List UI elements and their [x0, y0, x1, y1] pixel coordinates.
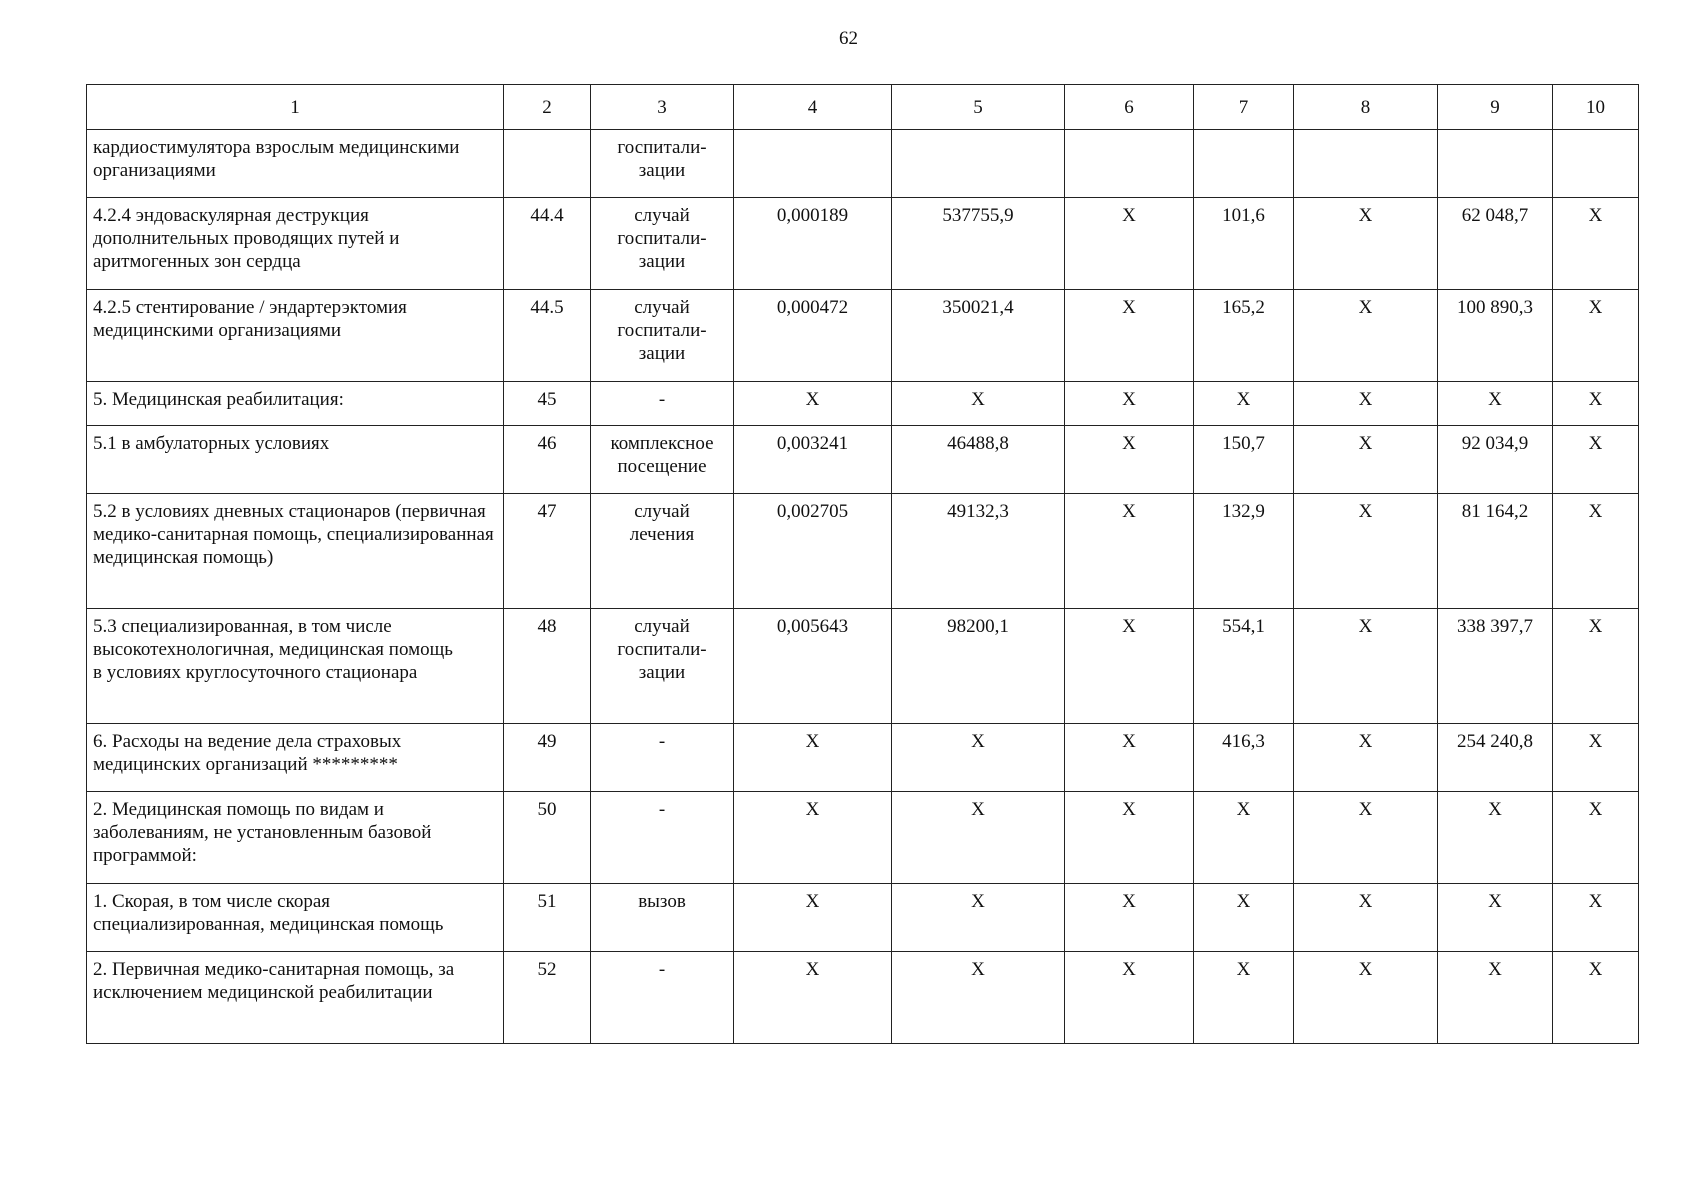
column-header-8: 8 — [1294, 85, 1438, 130]
cell-col-4: Х — [734, 884, 892, 952]
cell-col-3: комплексное посещение — [591, 426, 734, 494]
row-name-cell: 4.2.4 эндоваскулярная деструкция дополнительных проводящих путей и аритмогенных зон сердца — [87, 198, 504, 290]
cell-col-6: Х — [1065, 792, 1194, 884]
cell-col-8 — [1294, 130, 1438, 198]
cell-col-2: 51 — [504, 884, 591, 952]
cell-col-9: Х — [1438, 952, 1553, 1044]
row-name-cell: кардиостимулятора взрослым медицинскими организациями — [87, 130, 504, 198]
cell-col-3: случай госпитали- зации — [591, 290, 734, 382]
cell-col-4: Х — [734, 724, 892, 792]
cell-col-3: - — [591, 382, 734, 426]
cell-col-2: 52 — [504, 952, 591, 1044]
cell-col-2 — [504, 130, 591, 198]
cell-col-6: Х — [1065, 952, 1194, 1044]
cell-col-2: 46 — [504, 426, 591, 494]
column-header-6: 6 — [1065, 85, 1194, 130]
cell-col-6: Х — [1065, 724, 1194, 792]
cell-col-4: 0,000189 — [734, 198, 892, 290]
column-header-4: 4 — [734, 85, 892, 130]
row-name-cell: 5.1 в амбулаторных условиях — [87, 426, 504, 494]
table-row — [87, 382, 1639, 426]
cell-col-10: Х — [1553, 290, 1639, 382]
cell-col-10: Х — [1553, 494, 1639, 609]
table-row — [87, 198, 1639, 290]
cell-col-5 — [892, 130, 1065, 198]
data-table — [86, 84, 1639, 1044]
cell-col-2: 50 — [504, 792, 591, 884]
cell-col-7: Х — [1194, 952, 1294, 1044]
cell-col-6: Х — [1065, 382, 1194, 426]
cell-col-7: Х — [1194, 792, 1294, 884]
cell-col-4: Х — [734, 382, 892, 426]
cell-col-2: 44.4 — [504, 198, 591, 290]
row-name-cell: 4.2.5 стентирование / эндартерэктомия медицинскими организациями — [87, 290, 504, 382]
cell-col-5: 46488,8 — [892, 426, 1065, 494]
cell-col-9: 92 034,9 — [1438, 426, 1553, 494]
column-header-10: 10 — [1553, 85, 1639, 130]
cell-col-5: Х — [892, 382, 1065, 426]
cell-col-7: Х — [1194, 884, 1294, 952]
cell-col-4 — [734, 130, 892, 198]
cell-col-6: Х — [1065, 494, 1194, 609]
cell-col-5: Х — [892, 792, 1065, 884]
cell-col-5: Х — [892, 724, 1065, 792]
cell-col-10: Х — [1553, 609, 1639, 724]
cell-col-5: 98200,1 — [892, 609, 1065, 724]
table-row — [87, 130, 1639, 198]
cell-col-2: 49 — [504, 724, 591, 792]
row-name-cell: 6. Расходы на ведение дела страховых медицинских организаций ********* — [87, 724, 504, 792]
cell-col-3: вызов — [591, 884, 734, 952]
cell-col-3: - — [591, 792, 734, 884]
cell-col-7: 101,6 — [1194, 198, 1294, 290]
cell-col-3: случай лечения — [591, 494, 734, 609]
cell-col-7: Х — [1194, 382, 1294, 426]
cell-col-4: Х — [734, 952, 892, 1044]
cell-col-5: 537755,9 — [892, 198, 1065, 290]
cell-col-2: 48 — [504, 609, 591, 724]
cell-col-6 — [1065, 130, 1194, 198]
cell-col-9: 100 890,3 — [1438, 290, 1553, 382]
cell-col-6: Х — [1065, 290, 1194, 382]
cell-col-3: случай госпитали- зации — [591, 198, 734, 290]
cell-col-10: Х — [1553, 426, 1639, 494]
cell-col-4: 0,003241 — [734, 426, 892, 494]
cell-col-6: Х — [1065, 609, 1194, 724]
cell-col-9: 254 240,8 — [1438, 724, 1553, 792]
table-row — [87, 494, 1639, 609]
column-header-7: 7 — [1194, 85, 1294, 130]
cell-col-3: - — [591, 724, 734, 792]
cell-col-9: 62 048,7 — [1438, 198, 1553, 290]
cell-col-8: Х — [1294, 426, 1438, 494]
cell-col-9 — [1438, 130, 1553, 198]
cell-col-8: Х — [1294, 382, 1438, 426]
cell-col-9: 338 397,7 — [1438, 609, 1553, 724]
column-header-2: 2 — [504, 85, 591, 130]
cell-col-5: Х — [892, 952, 1065, 1044]
cell-col-4: Х — [734, 792, 892, 884]
cell-col-9: Х — [1438, 884, 1553, 952]
cell-col-2: 44.5 — [504, 290, 591, 382]
column-header-1: 1 — [87, 85, 504, 130]
cell-col-10 — [1553, 130, 1639, 198]
cell-col-9: Х — [1438, 382, 1553, 426]
cell-col-8: Х — [1294, 952, 1438, 1044]
cell-col-10: Х — [1553, 884, 1639, 952]
cell-col-9: 81 164,2 — [1438, 494, 1553, 609]
row-name-cell: 2. Медицинская помощь по видам и заболеваниям, не установленным базовой программой: — [87, 792, 504, 884]
table-row — [87, 724, 1639, 792]
cell-col-8: Х — [1294, 792, 1438, 884]
row-name-cell: 5.2 в условиях дневных стационаров (первичная медико-санитарная помощь, специализированная медицинская помощь) — [87, 494, 504, 609]
table-body — [87, 130, 1639, 1044]
table-row — [87, 426, 1639, 494]
cell-col-5: 49132,3 — [892, 494, 1065, 609]
cell-col-8: Х — [1294, 290, 1438, 382]
cell-col-2: 47 — [504, 494, 591, 609]
cell-col-5: 350021,4 — [892, 290, 1065, 382]
cell-col-7: 165,2 — [1194, 290, 1294, 382]
cell-col-10: Х — [1553, 952, 1639, 1044]
cell-col-8: Х — [1294, 198, 1438, 290]
cell-col-8: Х — [1294, 884, 1438, 952]
cell-col-4: 0,000472 — [734, 290, 892, 382]
table-row — [87, 609, 1639, 724]
column-header-3: 3 — [591, 85, 734, 130]
row-name-cell: 1. Скорая, в том числе скорая специализированная, медицинская помощь — [87, 884, 504, 952]
cell-col-5: Х — [892, 884, 1065, 952]
table-row — [87, 884, 1639, 952]
cell-col-7 — [1194, 130, 1294, 198]
table-row — [87, 792, 1639, 884]
cell-col-3: - — [591, 952, 734, 1044]
row-name-cell: 2. Первичная медико-санитарная помощь, за исключением медицинской реабилитации — [87, 952, 504, 1044]
cell-col-7: 416,3 — [1194, 724, 1294, 792]
cell-col-6: Х — [1065, 426, 1194, 494]
cell-col-10: Х — [1553, 792, 1639, 884]
cell-col-4: 0,005643 — [734, 609, 892, 724]
column-header-5: 5 — [892, 85, 1065, 130]
cell-col-6: Х — [1065, 198, 1194, 290]
cell-col-6: Х — [1065, 884, 1194, 952]
page-number: 62 — [839, 28, 858, 49]
cell-col-8: Х — [1294, 609, 1438, 724]
column-header-9: 9 — [1438, 85, 1553, 130]
cell-col-7: 150,7 — [1194, 426, 1294, 494]
cell-col-3: случай госпитали- зации — [591, 609, 734, 724]
cell-col-10: Х — [1553, 198, 1639, 290]
cell-col-9: Х — [1438, 792, 1553, 884]
cell-col-10: Х — [1553, 382, 1639, 426]
cell-col-10: Х — [1553, 724, 1639, 792]
cell-col-8: Х — [1294, 724, 1438, 792]
table-row — [87, 290, 1639, 382]
cell-col-8: Х — [1294, 494, 1438, 609]
cell-col-7: 554,1 — [1194, 609, 1294, 724]
row-name-cell: 5. Медицинская реабилитация: — [87, 382, 504, 426]
header-row — [87, 85, 1639, 130]
cell-col-7: 132,9 — [1194, 494, 1294, 609]
cell-col-3: госпитали- зации — [591, 130, 734, 198]
cell-col-2: 45 — [504, 382, 591, 426]
cell-col-4: 0,002705 — [734, 494, 892, 609]
table-row — [87, 952, 1639, 1044]
row-name-cell: 5.3 специализированная, в том числе высокотехнологичная, медицинская помощь в условиях круглосуточного стационара — [87, 609, 504, 724]
